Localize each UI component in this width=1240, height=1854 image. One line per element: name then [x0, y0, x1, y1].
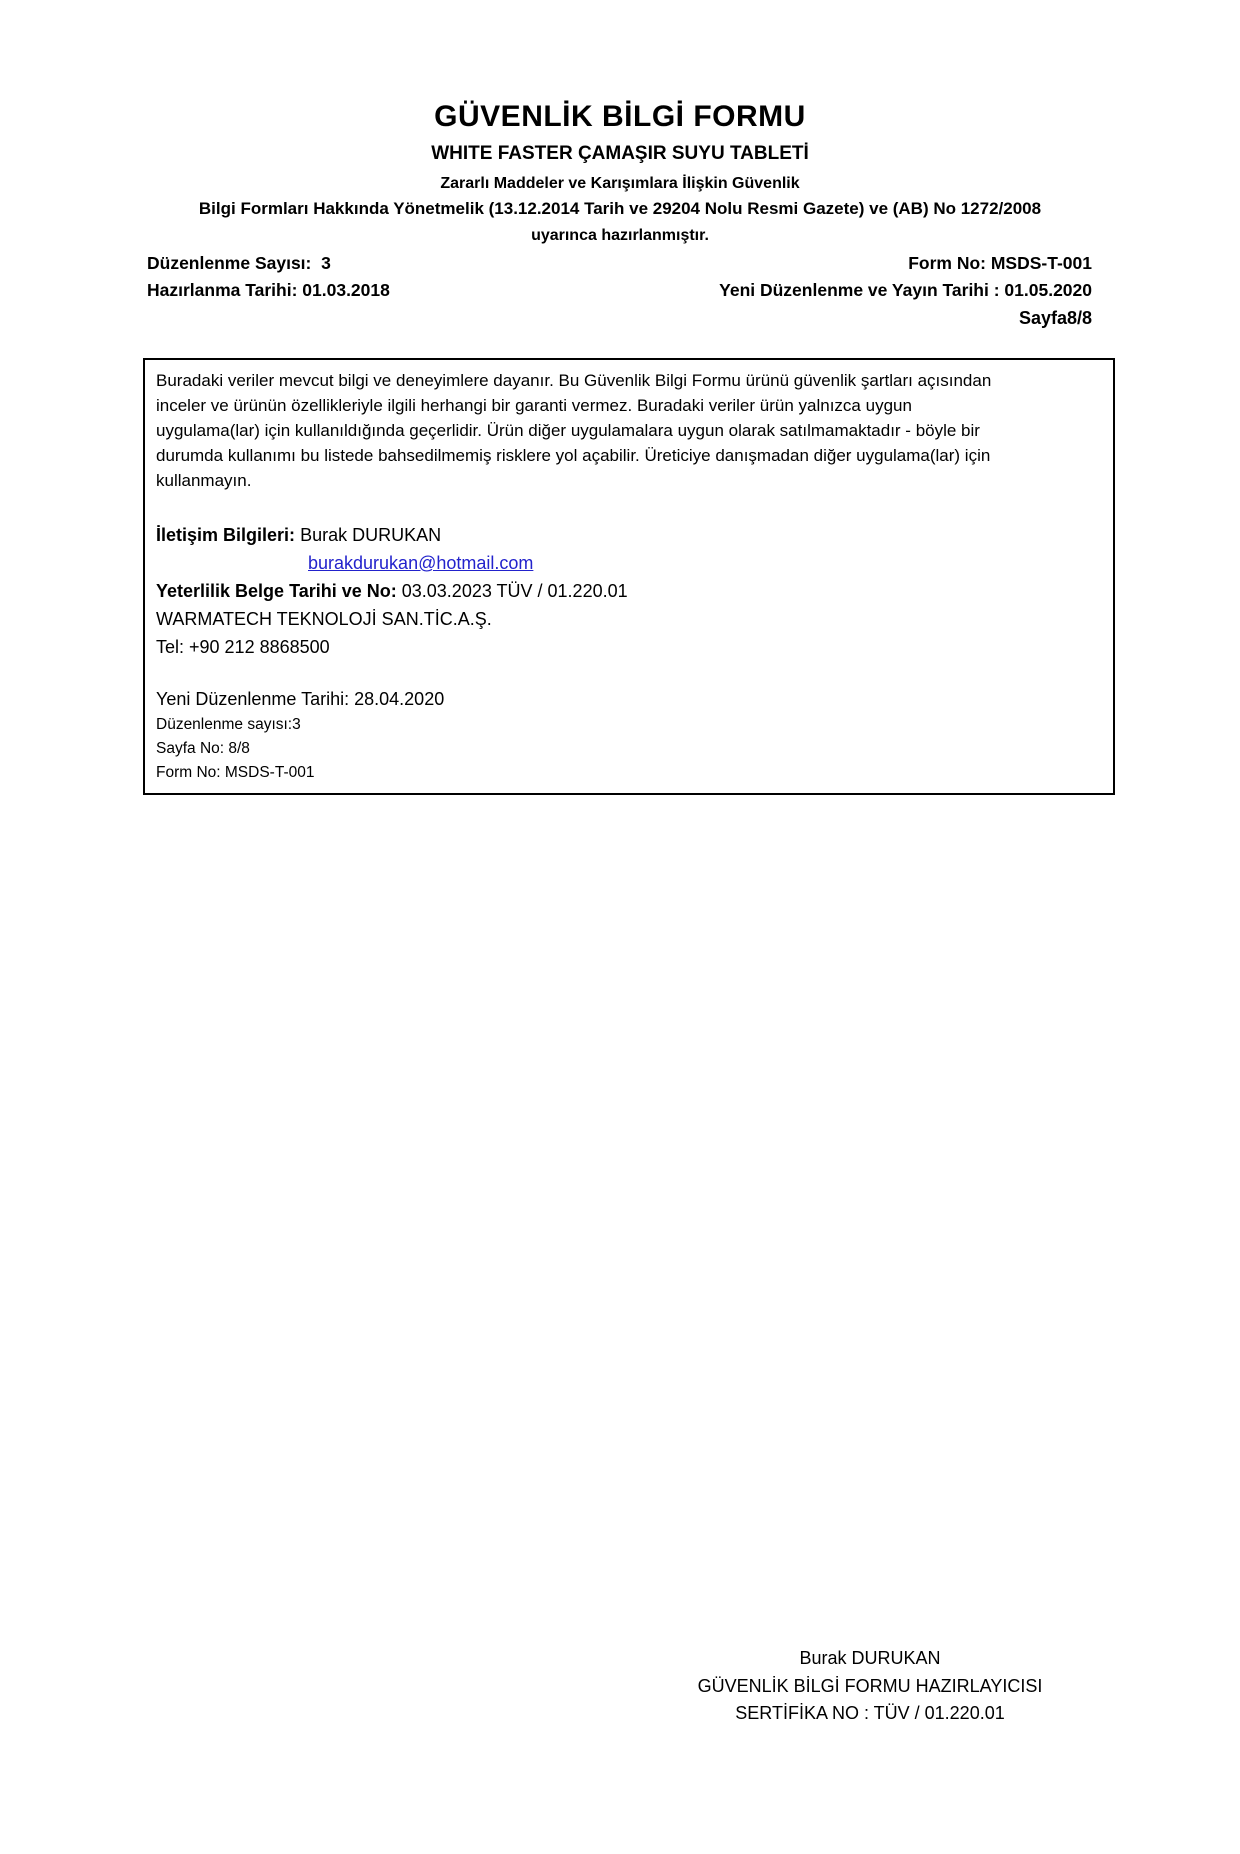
- disclaimer-line: Buradaki veriler mevcut bilgi ve deneyimlere dayanır. Bu Güvenlik Bilgi Formu ürünü güvenlik şartları açısından: [156, 371, 992, 390]
- meta-page-no: Sayfa8/8: [1018, 308, 1092, 328]
- header-subtitle-regulation: Bilgi Formları Hakkında Yönetmelik (13.12.2014 Tarih ve 29204 Nolu Resmi Gazete) ve (AB) No 1272/2008: [198, 199, 1042, 218]
- footer-page-no: Sayfa No: 8/8: [156, 740, 250, 757]
- contact-label: İletişim Bilgileri:: [156, 525, 296, 545]
- meta-prepared-date: Hazırlanma Tarihi: 01.03.2018: [147, 280, 390, 300]
- signature-name: Burak DURUKAN: [799, 1648, 941, 1668]
- disclaimer-line: kullanmayın.: [156, 471, 252, 490]
- product-name: WHITE FASTER ÇAMAŞIR SUYU TABLETİ: [431, 143, 809, 164]
- disclaimer-paragraph: [156, 368, 1099, 493]
- disclaimer-line: uygulama(lar) için kullanıldığında geçerlidir. Ürün diğer uygulamalara uygun olarak satılmamaktadır - böyle bir: [156, 421, 980, 440]
- disclaimer-line: inceler ve ürünün özellikleriyle ilgili herhangi bir garanti vermez. Buradaki veriler ürün yalnızca uygun: [156, 396, 912, 415]
- company-name: WARMATECH TEKNOLOJİ SAN.TİC.A.Ş.: [156, 609, 492, 629]
- signature-block: [620, 1645, 1120, 1728]
- signature-certificate: SERTİFİKA NO : TÜV / 01.220.01: [735, 1703, 1005, 1723]
- footer-form-no: Form No: MSDS-T-001: [156, 764, 315, 781]
- box-footer-block: [156, 685, 1099, 785]
- disclaimer-box: [143, 358, 1115, 795]
- msds-document-page: [0, 100, 1240, 1854]
- footer-new-revision-date: Yeni Düzenlenme Tarihi: 28.04.2020: [156, 689, 445, 709]
- contact-name: Burak DURUKAN: [300, 525, 442, 545]
- meta-form-no: Form No: MSDS-T-001: [908, 253, 1092, 273]
- header-subtitle-safety: Zararlı Maddeler ve Karışımlara İlişkin Güvenlik: [440, 175, 800, 192]
- document-meta: [0, 253, 1240, 329]
- footer-revision-no: Düzenlenme sayısı:3: [156, 716, 301, 733]
- qualification-value: 03.03.2023 TÜV / 01.220.01: [401, 581, 628, 601]
- header-subtitle-prepared: uyarınca hazırlanmıştır.: [531, 227, 709, 244]
- document-title: GÜVENLİK BİLGİ FORMU: [434, 100, 806, 133]
- disclaimer-line: durumda kullanımı bu listede bahsedilmemiş risklere yol açabilir. Üreticiye danışmadan diğer uygulama(lar) için: [156, 446, 991, 465]
- qualification-label: Yeterlilik Belge Tarihi ve No:: [156, 581, 397, 601]
- contact-name-line: [156, 521, 1099, 549]
- phone-number: Tel: +90 212 8868500: [156, 637, 330, 657]
- meta-revision-no: Düzenlenme Sayısı: 3: [147, 253, 331, 273]
- email-link[interactable]: burakdurukan@hotmail.com: [308, 553, 534, 573]
- contact-email-line: [308, 549, 1099, 577]
- signature-role: GÜVENLİK BİLGİ FORMU HAZIRLAYICISI: [697, 1675, 1043, 1696]
- meta-row-1: [147, 253, 1092, 274]
- meta-row-3: [147, 307, 1092, 329]
- qualification-line: [156, 577, 1099, 605]
- meta-row-2: [147, 280, 1092, 301]
- meta-new-revision-date: Yeni Düzenlenme ve Yayın Tarihi : 01.05.2020: [719, 280, 1092, 300]
- contact-block: [156, 521, 1099, 661]
